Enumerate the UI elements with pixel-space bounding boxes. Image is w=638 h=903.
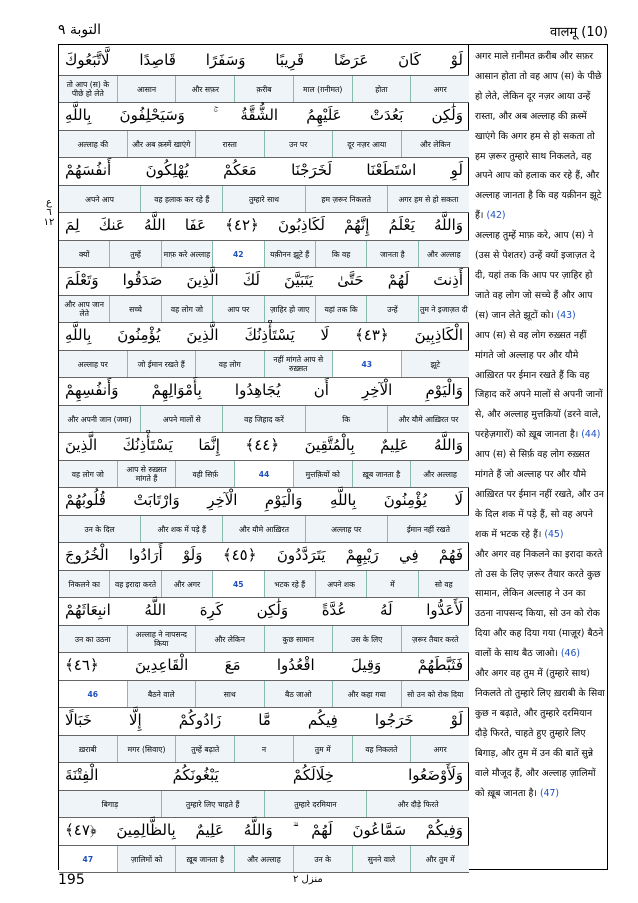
gloss-cell: तो आप (स) के पीछे हो लेते bbox=[59, 76, 117, 102]
arabic-column bbox=[59, 45, 469, 869]
translation-verse-number: (46) bbox=[560, 648, 580, 660]
translation-text: अगर माले ग़नीमत क़रीब और सफ़र आसान होता तो वह आप (स) के पीछे हो लेते, लेकिन दूर नज़र आया उन्हें रास्ता, और अब अल्लाह की क़स्में खाएंगे कि अगर हम से हो सकता तो हम ज़रूर तुम्हारे साथ निकलते, वह अपने आप को हलाक कर रहे हैं, और अल्लाह जानता है कि वह यक़ीनन झूटे हैं। bbox=[475, 51, 602, 222]
verse-number: 47 bbox=[59, 846, 117, 872]
translation-column bbox=[469, 45, 609, 869]
gloss-cell: ज़रूर तैयार करते bbox=[401, 626, 470, 652]
arabic-line: لَوِ اسْتَطَعْنَا لَخَرَجْنَا مَعَكُمْ يُهْلِكُونَ أَنفُسَهُمْ bbox=[65, 161, 463, 179]
word-gloss-row bbox=[59, 570, 469, 598]
word-gloss-row bbox=[59, 130, 469, 158]
gloss-cell: नहीं मांगते आप से रुख़्सत bbox=[264, 351, 333, 377]
verse-block bbox=[59, 540, 469, 598]
arabic-line: وَاللَّهُ عَلِيمٌ بِالْمُتَّقِينَ ﴿٤٤﴾ إِنَّمَا يَسْتَأْذِنُكَ الَّذِينَ bbox=[65, 436, 464, 454]
gloss-cell: अल्लाह ने नापसन्द किया bbox=[127, 626, 196, 652]
word-gloss-row bbox=[59, 460, 469, 488]
gloss-cell: ख़राबी bbox=[59, 736, 117, 762]
gloss-cell: आप से रुख़्सत मांगते हैं bbox=[117, 461, 176, 487]
gloss-cell: वह इरादा करते bbox=[109, 571, 160, 597]
gloss-cell: और अल्लाह bbox=[418, 241, 469, 267]
translation-paragraph bbox=[475, 326, 605, 445]
gloss-cell: ख़ूब जानता है bbox=[352, 461, 411, 487]
verse-block bbox=[59, 375, 469, 433]
juz-title: वालमू (10) bbox=[549, 25, 608, 40]
gloss-cell: और दौड़े फिरते bbox=[366, 791, 469, 817]
page-footer bbox=[58, 872, 608, 892]
gloss-cell: जो ईमान रखते हैं bbox=[127, 351, 196, 377]
gloss-cell: में bbox=[366, 571, 417, 597]
gloss-cell: ज़ाहिर हो जाए bbox=[264, 296, 315, 322]
translation-paragraph bbox=[475, 664, 605, 803]
translation-paragraph bbox=[475, 545, 605, 664]
arabic-line: لَوْ كَانَ عَرَضًا قَرِيبًا وَسَفَرًا قَاصِدًا لَّاتَّبَعُوكَ bbox=[65, 51, 463, 69]
gloss-cell: वह लोग bbox=[195, 351, 264, 377]
translation-text: और अगर वह निकलने का इरादा करते तो उस के लिए ज़रूर तैयार करते कुछ सामान, लेकिन अल्लाह ने उन का उठना नापसन्द किया, सो उन को रोक दिया और कह दिया गया (माज़ूर) बैठने वालों के साथ बैठ जाओ। bbox=[475, 548, 604, 660]
word-gloss-row bbox=[59, 295, 469, 323]
gloss-cell: क्यों bbox=[59, 241, 109, 267]
word-gloss-row bbox=[59, 185, 469, 213]
ruku-marker-top: ع bbox=[46, 197, 52, 208]
manzil-label: منزل ٢ bbox=[293, 874, 323, 885]
gloss-cell: अगर हम से हो सकता bbox=[387, 186, 469, 212]
verse-number: 46 bbox=[59, 681, 127, 707]
word-gloss-row bbox=[59, 350, 469, 378]
verse-block bbox=[59, 100, 469, 158]
arabic-line: وَاللَّهُ يَعْلَمُ إِنَّهُمْ لَكَاذِبُونَ ﴿٤٢﴾ عَفَا اللَّهُ عَنكَ لِمَ bbox=[65, 216, 464, 234]
gloss-cell: भटक रहे हैं bbox=[264, 571, 315, 597]
surah-title: التوبة ٩ bbox=[58, 22, 101, 38]
page-frame bbox=[58, 44, 608, 870]
gloss-cell: उस के लिए bbox=[332, 626, 401, 652]
verse-number: 43 bbox=[332, 351, 401, 377]
verse-block bbox=[59, 815, 469, 873]
verse-number: 44 bbox=[234, 461, 293, 487]
gloss-cell: जानता है bbox=[366, 241, 417, 267]
gloss-cell: तुम्हारे साथ bbox=[222, 186, 304, 212]
gloss-cell: अल्लाह की bbox=[59, 131, 127, 157]
gloss-cell: आसान bbox=[117, 76, 176, 102]
ruku-marker bbox=[42, 198, 56, 228]
translation-verse-number: (45) bbox=[544, 528, 564, 540]
gloss-cell: और अब क़स्में खाएंगे bbox=[127, 131, 196, 157]
gloss-cell: बैठ जाओ bbox=[264, 681, 333, 707]
word-gloss-row bbox=[59, 515, 469, 543]
arabic-line: لَوْ خَرَجُوا فِيكُم مَّا زَادُوكُمْ إِلَّا خَبَالًا bbox=[65, 711, 463, 729]
translation-verse-number: (43) bbox=[556, 309, 576, 321]
gloss-cell: और अपनी जान (जमा) bbox=[59, 406, 140, 432]
gloss-cell: न bbox=[234, 736, 293, 762]
word-gloss-row bbox=[59, 75, 469, 103]
gloss-cell: हम ज़रूर निकलते bbox=[305, 186, 387, 212]
verse-block bbox=[59, 45, 469, 103]
gloss-cell: तुम ने इजाज़त दी bbox=[418, 296, 469, 322]
translation-paragraph bbox=[475, 445, 605, 545]
gloss-cell: और लेकिन bbox=[401, 131, 470, 157]
word-gloss-row bbox=[59, 790, 469, 818]
gloss-cell: सो वह bbox=[418, 571, 469, 597]
translation-verse-number: (44) bbox=[581, 429, 601, 441]
word-gloss-row bbox=[59, 625, 469, 653]
gloss-cell: और यौमे आख़िरत bbox=[222, 516, 304, 542]
word-gloss-row bbox=[59, 240, 469, 268]
translation-text: अल्लाह तुम्हें माफ़ करे, आप (स) ने (उस से पेशतर) उन्हें क्यों इजाज़त दे दी, यहां तक कि आप पर ज़ाहिर हो जाते वह लोग जो सच्चे हैं और आप (स) जान लेते झूटों को। bbox=[475, 230, 595, 321]
page-header bbox=[58, 22, 608, 44]
ruku-marker-mid: ٦ bbox=[46, 207, 52, 218]
translation-text: आप (स) से सिर्फ़ वह लोग रुख़्सत मांगते हैं जो अल्लाह पर और यौमे आख़िरत पर ईमान नहीं रखते, और उन के दिल शक में पड़े हैं, सो वह अपने शक में भटक रहे हैं। bbox=[475, 449, 604, 540]
verse-block bbox=[59, 210, 469, 268]
arabic-line: لَا يُؤْمِنُونَ بِاللَّهِ وَالْيَوْمِ الْآخِرِ وَارْتَابَتْ قُلُوبُهُمْ bbox=[65, 491, 463, 509]
gloss-cell: सो उन को रोक दिया bbox=[401, 681, 470, 707]
gloss-cell: वह जिहाद करें bbox=[222, 406, 304, 432]
arabic-line: فَهُمْ فِي رَيْبِهِمْ يَتَرَدَّدُونَ ﴿٤٥﴾ وَلَوْ أَرَادُوا الْخُرُوجَ bbox=[65, 546, 464, 564]
gloss-cell: अपने शक bbox=[315, 571, 366, 597]
gloss-cell: तुम में bbox=[293, 736, 352, 762]
gloss-cell: अगर bbox=[410, 736, 469, 762]
gloss-cell: होता bbox=[352, 76, 411, 102]
gloss-cell: कुछ सामान bbox=[264, 626, 333, 652]
gloss-cell: तुम्हें बढ़ाते bbox=[175, 736, 234, 762]
gloss-cell: ज़ालिमों को bbox=[117, 846, 176, 872]
gloss-cell: वह निकलते bbox=[352, 736, 411, 762]
verse-block bbox=[59, 595, 469, 653]
gloss-cell: और कहा गया bbox=[332, 681, 401, 707]
translation-paragraph bbox=[475, 47, 605, 226]
gloss-cell: और लेकिन bbox=[195, 626, 264, 652]
gloss-cell: झूटे bbox=[401, 351, 470, 377]
gloss-cell: तुम्हें bbox=[109, 241, 160, 267]
gloss-cell: दूर नज़र आया bbox=[332, 131, 401, 157]
gloss-cell: और सफ़र bbox=[175, 76, 234, 102]
gloss-cell: उन का उठना bbox=[59, 626, 127, 652]
gloss-cell: सच्चे bbox=[109, 296, 160, 322]
translation-paragraph bbox=[475, 226, 605, 326]
gloss-cell: कि bbox=[305, 406, 387, 432]
gloss-cell: वह लोग जो bbox=[161, 296, 212, 322]
gloss-cell: तुम्हारे दरमियान bbox=[264, 791, 367, 817]
ruku-marker-bottom: ١٢ bbox=[43, 217, 55, 228]
gloss-cell: यक़ीनन झूटे हैं bbox=[264, 241, 315, 267]
word-gloss-row bbox=[59, 735, 469, 763]
gloss-cell: माल (ग़नीमत) bbox=[293, 76, 352, 102]
verse-block bbox=[59, 155, 469, 213]
gloss-cell: उन पर bbox=[264, 131, 333, 157]
gloss-cell: अल्लाह पर bbox=[305, 516, 387, 542]
gloss-cell: निकलने का bbox=[59, 571, 109, 597]
verse-block bbox=[59, 650, 469, 708]
gloss-cell: मुत्तक़ियों को bbox=[293, 461, 352, 487]
gloss-cell: ईमान नहीं रखते bbox=[387, 516, 469, 542]
word-gloss-row bbox=[59, 845, 469, 873]
gloss-cell: माफ़ करे अल्लाह bbox=[161, 241, 212, 267]
translation-text: और अगर वह तुम में (तुम्हारे साथ) निकलते तो तुम्हारे लिए ख़राबी के सिवा कुछ न बढ़ाते, और तुम्हारे दरमियान दौड़े फिरते, चाहते हुए तुम्हारे लिए बिगाड़, और तुम में उन की बातें सुन्ने वाले मौजूद हैं, और अल्लाह ज़ालिमों को ख़ूब जानता है। bbox=[475, 668, 605, 799]
word-gloss-row bbox=[59, 405, 469, 433]
gloss-cell: कि वह bbox=[315, 241, 366, 267]
gloss-cell: उन के दिल bbox=[59, 516, 140, 542]
verse-block bbox=[59, 485, 469, 543]
gloss-cell: सुनने वाले bbox=[352, 846, 411, 872]
gloss-cell: ख़ूब जानता है bbox=[175, 846, 234, 872]
translation-verse-number: (42) bbox=[486, 210, 506, 222]
gloss-cell: अपने मालों से bbox=[140, 406, 222, 432]
verse-block bbox=[59, 265, 469, 323]
arabic-line: وَالْيَوْمِ الْآخِرِ أَن يُجَاهِدُوا بِأَمْوَالِهِمْ وَأَنفُسِهِمْ bbox=[65, 381, 463, 399]
arabic-line: وَفِيكُمْ سَمَّاعُونَ لَهُمْ ۗ وَاللَّهُ عَلِيمٌ بِالظَّالِمِينَ ﴿٤٧﴾ bbox=[65, 821, 463, 839]
gloss-cell: वह लोग जो bbox=[59, 461, 117, 487]
gloss-cell: और आप जान लेते bbox=[59, 296, 109, 322]
gloss-cell: और अल्लाह bbox=[410, 461, 469, 487]
gloss-cell: अपने आप bbox=[59, 186, 140, 212]
verse-block bbox=[59, 705, 469, 763]
gloss-cell: बिगाड़ bbox=[59, 791, 161, 817]
gloss-cell: तुम्हारे लिए चाहते हैं bbox=[161, 791, 264, 817]
verse-block bbox=[59, 320, 469, 378]
gloss-cell: और अल्लाह bbox=[234, 846, 293, 872]
verse-block bbox=[59, 430, 469, 488]
verse-block bbox=[59, 760, 469, 818]
word-gloss-row bbox=[59, 680, 469, 708]
gloss-cell: और अगर bbox=[161, 571, 212, 597]
gloss-cell: वह हलाक कर रहे हैं bbox=[140, 186, 222, 212]
gloss-cell: उन के bbox=[293, 846, 352, 872]
arabic-line: أَذِنتَ لَهُمْ حَتَّىٰ يَتَبَيَّنَ لَكَ الَّذِينَ صَدَقُوا وَتَعْلَمَ bbox=[65, 271, 463, 289]
translation-verse-number: (47) bbox=[539, 787, 560, 799]
gloss-cell: और तुम में bbox=[410, 846, 469, 872]
gloss-cell: और यौमे आख़िरत पर bbox=[387, 406, 469, 432]
gloss-cell: वही सिर्फ़ bbox=[175, 461, 234, 487]
gloss-cell: उन्हें bbox=[366, 296, 417, 322]
arabic-line: وَلَٰكِن بَعُدَتْ عَلَيْهِمُ الشُّقَّةُ ۚ وَسَيَحْلِفُونَ بِاللَّهِ bbox=[65, 106, 463, 124]
gloss-cell: रास्ता bbox=[195, 131, 264, 157]
gloss-cell: और शक में पड़े हैं bbox=[140, 516, 222, 542]
page-number: 195 bbox=[58, 872, 85, 888]
gloss-cell: आप पर bbox=[212, 296, 263, 322]
arabic-line: لَأَعَدُّوا لَهُ عُدَّةً وَلَٰكِن كَرِهَ اللَّهُ انبِعَاثَهُمْ bbox=[65, 601, 463, 619]
gloss-cell: बैठने वाले bbox=[127, 681, 196, 707]
verse-number: 42 bbox=[212, 241, 263, 267]
arabic-line: وَلَأَوْضَعُوا خِلَالَكُمْ يَبْغُونَكُمُ الْفِتْنَةَ bbox=[65, 766, 463, 784]
gloss-cell: क़रीब bbox=[234, 76, 293, 102]
gloss-cell: यहां तक कि bbox=[315, 296, 366, 322]
verse-number: 45 bbox=[212, 571, 263, 597]
translation-text: आप (स) से वह लोग रुख़्सत नहीं मांगते जो अल्लाह पर और यौमे आख़िरत पर ईमान रखते हैं कि वह जिहाद करें अपने मालों से अपनी जानों से, और अल्लाह मुत्तक़ियों (डरने वाले, परहेज़गारों) को ख़ूब जानता है। bbox=[475, 329, 603, 441]
gloss-cell: अगर bbox=[410, 76, 469, 102]
arabic-line: فَثَبَّطَهُمْ وَقِيلَ اقْعُدُوا مَعَ الْقَاعِدِينَ ﴿٤٦﴾ bbox=[65, 656, 463, 674]
arabic-line: الْكَاذِبِينَ ﴿٤٣﴾ لَا يَسْتَأْذِنُكَ الَّذِينَ يُؤْمِنُونَ بِاللَّهِ bbox=[65, 326, 463, 344]
gloss-cell: अल्लाह पर bbox=[59, 351, 127, 377]
gloss-cell: साथ bbox=[195, 681, 264, 707]
gloss-cell: मगर (सिवाए) bbox=[117, 736, 176, 762]
